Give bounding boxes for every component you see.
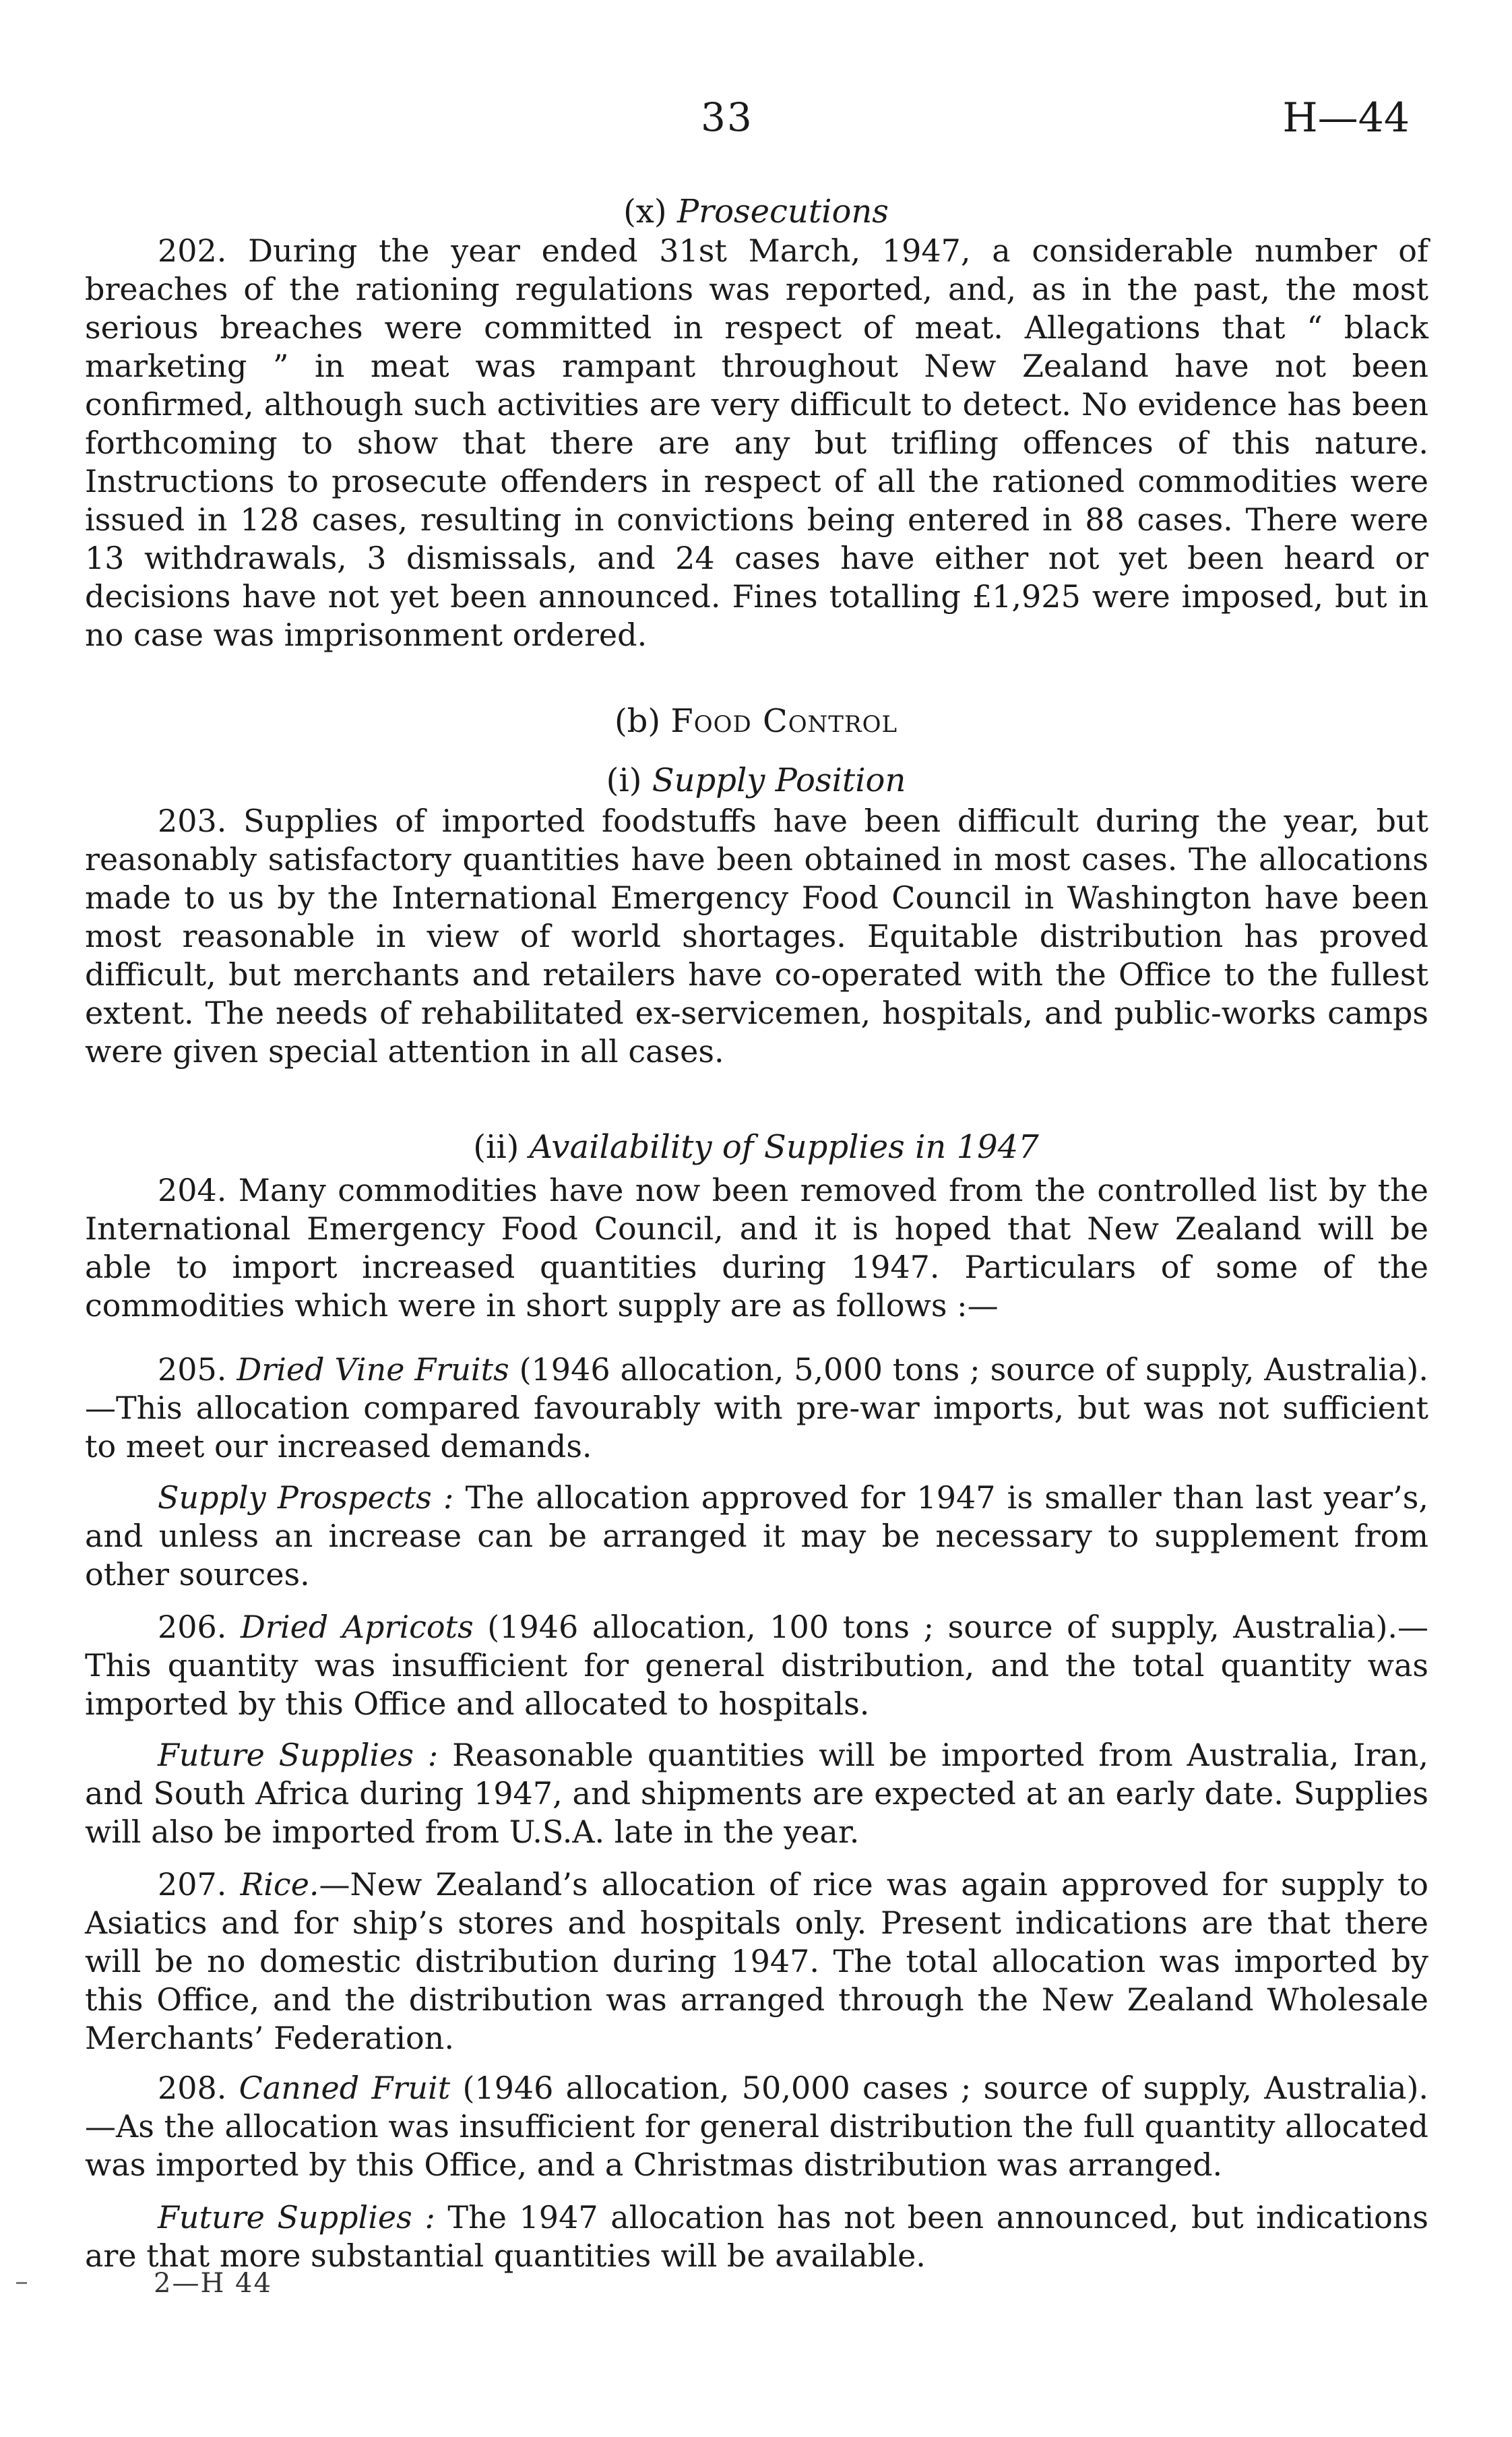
paragraph-208 [85,2069,1428,2184]
paragraph-207 [85,1865,1428,2058]
paragraph-202: 202. During the year ended 31st March, 1947, a considerable number of breaches of the rationing regulations was reported, and, as in the past, the most serious breaches were committed in respect of meat. Allegations that “ black marketing ” in meat was rampant throughout New Zealand have not been confirmed, although such activities are very difficult to detect. No evidence has been forthcoming to show that there are any but trifling offences of this nature. Instructions to prosecute offenders in respect of all the rationed commodities were issued in 128 cases, resulting in convictions being entered in 88 cases. There were 13 withdrawals, 3 dismissals, and 24 cases have either not yet been heard or decisions have not yet been announced. Fines totalling £1,925 were imposed, but in no case was imprisonment ordered. [85,233,1428,653]
section-number: (x) [623,193,667,230]
section-heading-food-control [0,702,1512,740]
page-number: 33 [701,94,753,140]
paragraph-number: 208. [158,2070,227,2106]
paragraph-206 [85,1608,1428,1723]
printer-signature: 2—H 44 [154,2268,272,2299]
section-title: Prosecutions [676,193,889,230]
paragraph-203: 203. Supplies of imported foodstuffs have been difficult during the year, but reasonably satisfactory quantities have been obtained in most cases. The allocations made to us by the International Emergency Food Council in Washington have been most reasonable in view of world shortages. Equitable distribution has proved difficult, but merchants and retailers have co-operated with the Office to the fullest extent. The needs of rehabilitated ex-servicemen, hospitals, and public-works camps were given special attention in all cases. [85,803,1428,1070]
section-title: Availability of Supplies in 1947 [529,1128,1039,1166]
commodity-name: Rice. [240,1866,319,1903]
paragraph-body: Reasonable quantities will be imported from Australia, Iran, and South Africa during 1947, and shipments are expected at an early date. Supplies will also be imported from U.S.A. late in the year. [85,1737,1428,1850]
subheading: Future Supplies : [158,2199,435,2235]
paragraph-body: The allocation approved for 1947 is smaller than last year’s, and unless an increase can be arranged it may be necessary to supplement from other sources. [85,1479,1429,1593]
commodity-name: Canned Fruit [239,2070,451,2106]
paragraph-205-supply-prospects [85,1479,1428,1594]
paragraph-body: The 1947 allocation has not been announced, but indications are that more substantial quantities will be available. [85,2199,1428,2274]
section-title: Supply Position [652,762,906,799]
subheading: Supply Prospects : [158,1479,454,1516]
paragraph-body: —New Zealand’s allocation of rice was again approved for supply to Asiatics and for ship’s stores and hospitals only. Present indications are that there will be no domestic distribution during 1947. The total allocation was imported by this Office, and the distribution was arranged through the New Zealand Wholesale Merchants’ Federation. [85,1866,1428,2056]
section-heading-availability [0,1128,1512,1166]
paragraph-number: 207. [158,1866,227,1903]
section-title: Food Control [670,702,898,740]
section-number: (ii) [473,1128,519,1166]
paragraph-205 [85,1351,1428,1466]
commodity-name: Dried Vine Fruits [237,1351,509,1388]
paragraph-208-future-supplies [85,2198,1428,2275]
paragraph-number: 205. [158,1351,227,1388]
section-heading-prosecutions [0,193,1512,230]
paragraph-body: (1946 allocation, 5,000 tons ; source of supply, Australia).—This allocation compared favourably with pre-war imports, but was not sufficient to meet our increased demands. [85,1351,1428,1464]
margin-mark [16,2282,27,2284]
section-number: (b) [614,702,661,740]
section-number: (i) [606,762,642,799]
subheading: Future Supplies : [158,1737,439,1773]
commodity-name: Dried Apricots [240,1609,474,1645]
paragraph-body: (1946 allocation, 100 tons ; source of supply, Australia).—This quantity was insufficient for general distribution, and the total quantity was imported by this Office and allocated to hospitals. [85,1609,1429,1722]
paragraph-206-future-supplies [85,1736,1428,1851]
paragraph-body: (1946 allocation, 50,000 cases ; source of supply, Australia).—As the allocation was insufficient for general distribution the full quantity allocated was imported by this Office, and a Christmas distribution was arranged. [85,2070,1429,2183]
section-heading-supply-position [0,762,1512,799]
paragraph-204: 204. Many commodities have now been removed from the controlled list by the International Emergency Food Council, and it is hoped that New Zealand will be able to import increased quantities during 1947. Particulars of some of the commodities which were in short supply are as follows :— [85,1172,1428,1324]
paragraph-number: 206. [158,1609,227,1645]
document-reference: H—44 [1282,94,1410,142]
